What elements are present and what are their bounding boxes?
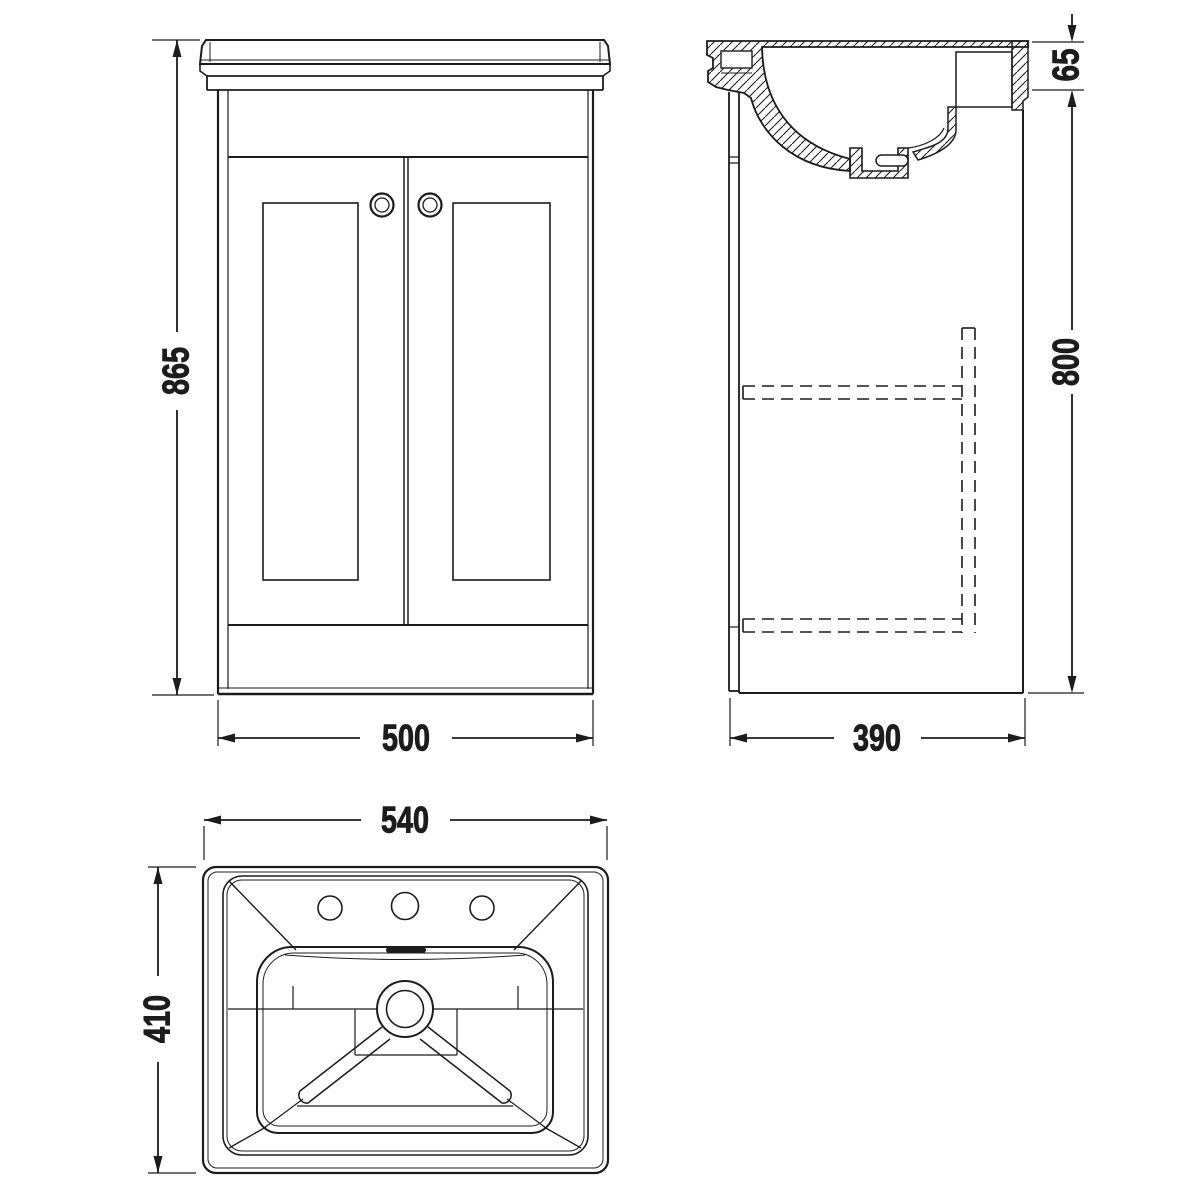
right-door-knob — [419, 194, 442, 217]
side-body-height-label: 800 — [1045, 324, 1087, 386]
hidden-shelf-lines — [743, 328, 975, 633]
drain — [377, 981, 433, 1037]
cabinet-front — [218, 90, 593, 694]
drain-spud — [876, 155, 908, 166]
plan-view — [137, 800, 609, 1174]
bowl-front-ledge — [285, 955, 525, 960]
hidden-back-panel-lines — [962, 328, 975, 633]
left-door-panel — [263, 203, 358, 580]
dimension-arrow — [1068, 25, 1077, 42]
tap-hole-left — [318, 896, 342, 920]
side-rim-height-dimension — [1032, 14, 1087, 90]
plan-depth-label: 410 — [136, 981, 178, 1043]
drain-channels — [264, 1027, 546, 1128]
left-door-knob — [371, 194, 394, 217]
side-depth-label: 390 — [853, 717, 901, 759]
side-view — [707, 14, 1087, 759]
plan-width-dimension — [204, 800, 607, 861]
front-height-dimension — [152, 40, 214, 695]
front-width-dimension — [218, 700, 593, 759]
side-body-height-dimension — [1028, 90, 1087, 693]
overflow-void — [956, 52, 1012, 107]
tap-holes — [318, 893, 494, 921]
front-view — [152, 40, 610, 759]
overflow-wall-section — [913, 107, 956, 160]
front-width-label: 500 — [382, 717, 430, 759]
plan-width-label: 540 — [381, 799, 429, 841]
moulding-groove — [721, 51, 752, 68]
drain-inner-circle — [387, 991, 424, 1028]
front-height-label: 865 — [155, 333, 197, 395]
basin-section — [707, 41, 1028, 178]
countertop-front — [200, 40, 610, 90]
back-rim-section — [1012, 41, 1028, 110]
plan-depth-dimension — [137, 867, 197, 1173]
side-depth-dimension — [730, 698, 1025, 759]
tap-hole-right — [470, 896, 494, 920]
side-rim-height-label: 65 — [1045, 40, 1087, 82]
bowl-opening — [257, 947, 553, 1133]
cabinet-front-edge — [729, 92, 739, 693]
cabinet-side — [729, 92, 1023, 693]
overflow-slot — [386, 947, 426, 953]
door-gap — [404, 157, 408, 625]
right-door-panel — [453, 203, 550, 580]
tap-hole-center — [392, 893, 419, 920]
